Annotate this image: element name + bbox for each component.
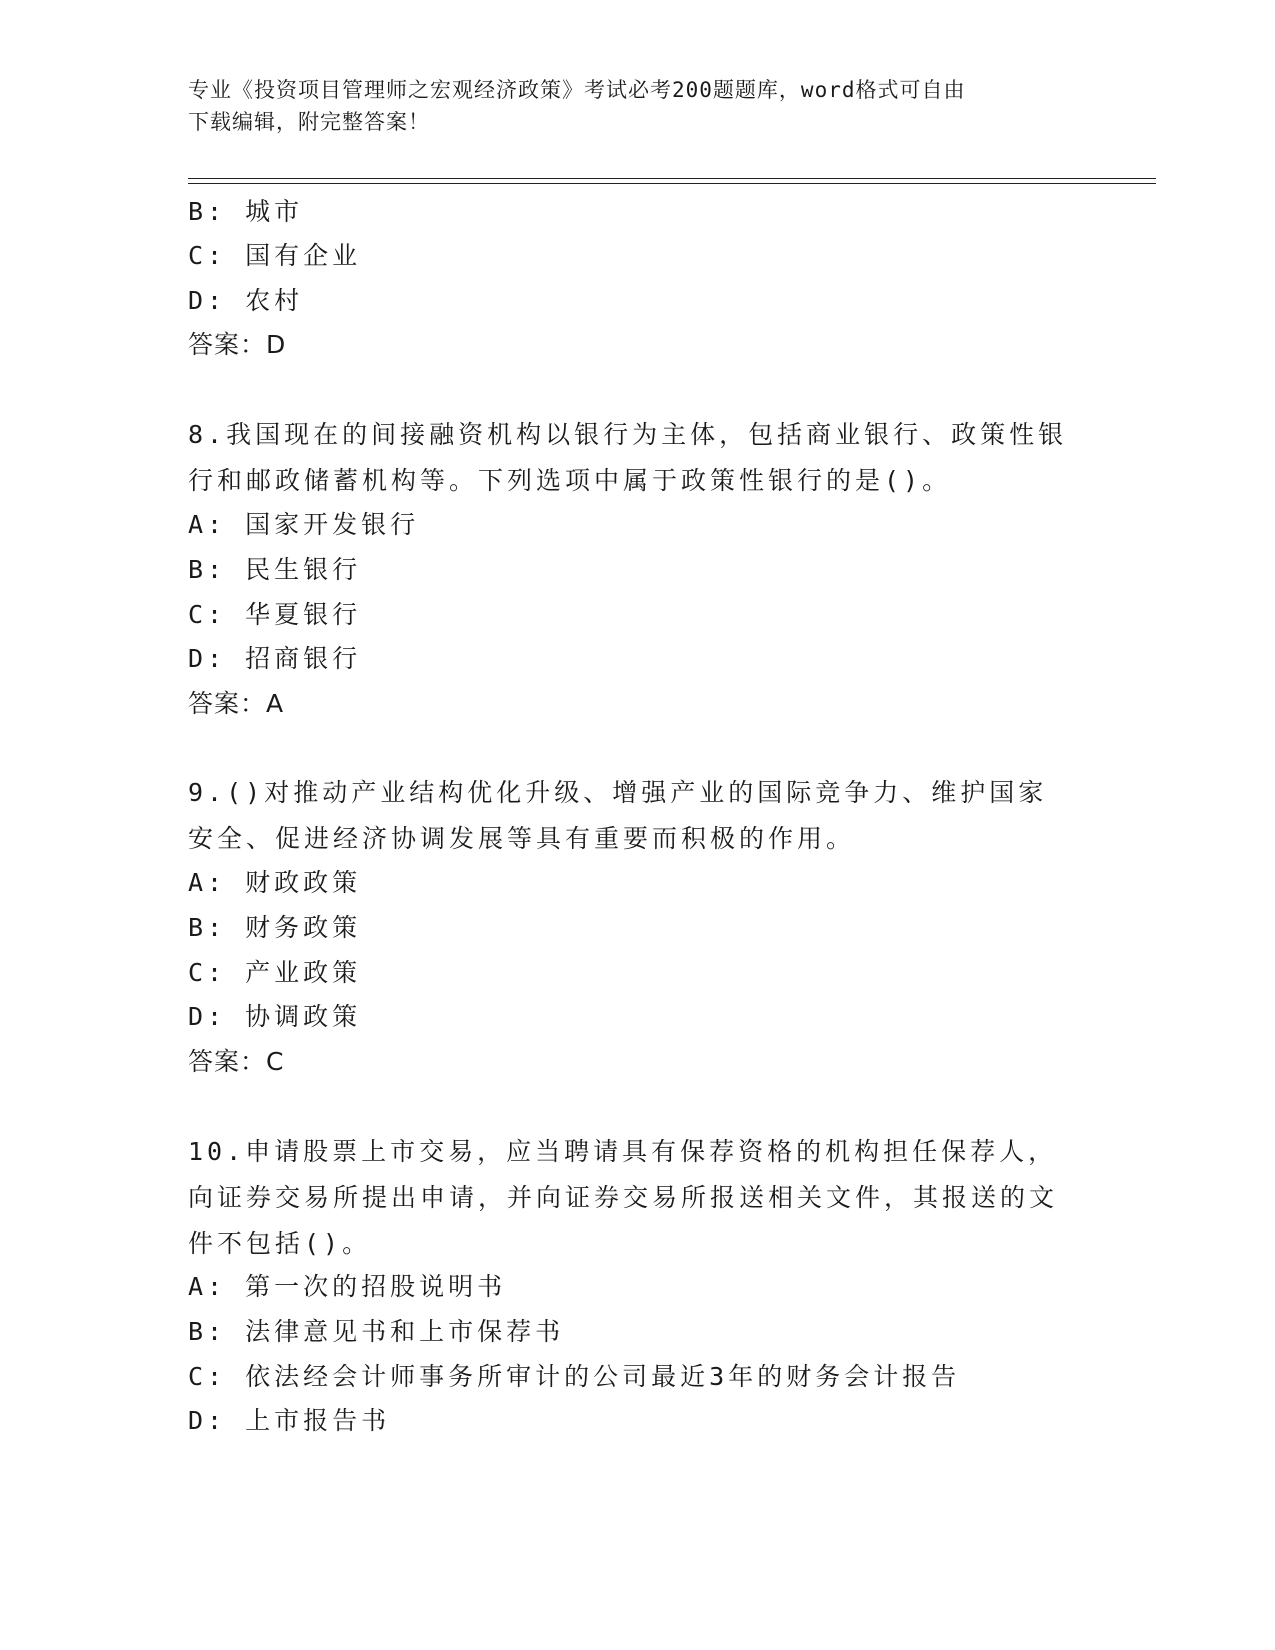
- header-divider-bottom: [188, 183, 1156, 184]
- header-line-1: 专业《投资项目管理师之宏观经济政策》考试必考200题题库，word格式可自由: [188, 78, 966, 102]
- q7-option-b: B: 城市: [188, 197, 304, 226]
- q8-option-b: B: 民生银行: [188, 555, 362, 584]
- q8-stem: 8.我国现在的间接融资机构以银行为主体，包括商业银行、政策性银行和邮政储蓄机构等。下列选项中属于政策性银行的是()。: [188, 420, 1068, 495]
- document-header: [188, 74, 1068, 138]
- q8-option-d: D: 招商银行: [188, 644, 362, 673]
- q9-option-a: A: 财政政策: [188, 868, 362, 897]
- q10-stem: 10.申请股票上市交易，应当聘请具有保荐资格的机构担任保荐人，向证券交易所提出申请，并向证券交易所报送相关文件，其报送的文件不包括()。: [188, 1137, 1059, 1258]
- q8-answer: 答案：A: [188, 689, 285, 718]
- q9-answer: 答案：C: [188, 1047, 285, 1076]
- q7-option-c: C: 国有企业: [188, 241, 362, 270]
- header-divider-top: [188, 178, 1156, 179]
- q9-option-c: C: 产业政策: [188, 958, 362, 987]
- q8-option-a: A: 国家开发银行: [188, 510, 420, 539]
- q10-option-d: D: 上市报告书: [188, 1406, 391, 1435]
- q10-option-b: B: 法律意见书和上市保荐书: [188, 1317, 565, 1346]
- q9-stem: 9.()对推动产业结构优化升级、增强产业的国际竞争力、维护国家安全、促进经济协调发展等具有重要而积极的作用。: [188, 778, 1048, 853]
- q8-option-c: C: 华夏银行: [188, 600, 362, 629]
- q10-option-c: C: 依法经会计师事务所审计的公司最近3年的财务会计报告: [188, 1362, 961, 1391]
- header-line-2: 下载编辑，附完整答案！: [188, 110, 430, 134]
- q7-answer: 答案：D: [188, 330, 287, 359]
- q10-option-a: A: 第一次的招股说明书: [188, 1272, 507, 1301]
- q7-option-d: D: 农村: [188, 286, 304, 315]
- q9-option-d: D: 协调政策: [188, 1002, 362, 1031]
- q9-option-b: B: 财务政策: [188, 913, 362, 942]
